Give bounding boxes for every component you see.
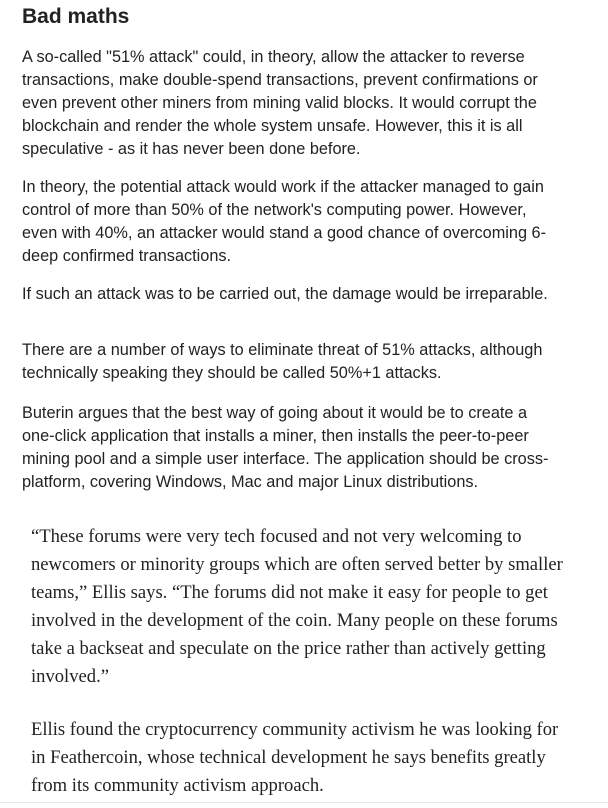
text-line: technically speaking they should be called 50%+1 attacks. bbox=[22, 364, 442, 382]
text-line: There are a number of ways to eliminate threat of 51% attacks, although bbox=[22, 341, 543, 359]
paragraph-attack-theory bbox=[22, 176, 600, 268]
text-line: even with 40%, an attacker would stand a good chance of overcoming 6- bbox=[22, 224, 547, 242]
text-line: control of more than 50% of the network's computing power. However, bbox=[22, 201, 527, 219]
text-line: from its community activism approach. bbox=[31, 775, 324, 796]
text-line: mining pool and a simple user interface. The application should be cross- bbox=[22, 450, 549, 468]
text-line: speculative - as it has never been done before. bbox=[22, 140, 361, 158]
text-line: one-click application that installs a miner, then installs the peer-to-peer bbox=[22, 427, 529, 445]
text-line: transactions, make double-spend transactions, prevent confirmations or bbox=[22, 71, 538, 89]
text-line: deep confirmed transactions. bbox=[22, 247, 232, 265]
paragraph-eliminate-threat bbox=[22, 339, 600, 385]
text-line: In theory, the potential attack would work if the attacker managed to gain bbox=[22, 178, 544, 196]
text-line: “These forums were very tech focused and not very welcoming to bbox=[31, 526, 522, 547]
paragraph-ellis-quote bbox=[31, 523, 601, 691]
text-line: in Feathercoin, whose technical development he says benefits greatly bbox=[31, 747, 546, 768]
text-line: Buterin argues that the best way of going about it would be to create a bbox=[22, 404, 528, 422]
text-line: blockchain and render the whole system unsafe. However, this it is all bbox=[22, 117, 523, 135]
text-line: involved in the development of the coin. Many people on these forums bbox=[31, 610, 558, 631]
paragraph-51-attack-intro bbox=[22, 46, 600, 161]
text-line: take a backseat and speculate on the price rather than actively getting bbox=[31, 638, 546, 659]
text-line: teams,” Ellis says. “The forums did not make it easy for people to get bbox=[31, 582, 548, 603]
text-line: If such an attack was to be carried out, the damage would be irreparable. bbox=[22, 285, 548, 303]
paragraph-buterin bbox=[22, 402, 600, 494]
bottom-divider bbox=[0, 802, 608, 803]
text-line: newcomers or minority groups which are often served better by smaller bbox=[31, 554, 563, 575]
text-line: involved.” bbox=[31, 666, 109, 687]
text-line: even prevent other miners from mining valid blocks. It would corrupt the bbox=[22, 94, 537, 112]
paragraph-feathercoin bbox=[31, 716, 601, 800]
text-line: Ellis found the cryptocurrency community activism he was looking for bbox=[31, 719, 559, 740]
text-line: A so-called "51% attack" could, in theory, allow the attacker to reverse bbox=[22, 48, 525, 66]
paragraph-damage bbox=[22, 283, 600, 306]
text-line: platform, covering Windows, Mac and major Linux distributions. bbox=[22, 473, 479, 491]
section-heading: Bad maths bbox=[22, 5, 130, 28]
